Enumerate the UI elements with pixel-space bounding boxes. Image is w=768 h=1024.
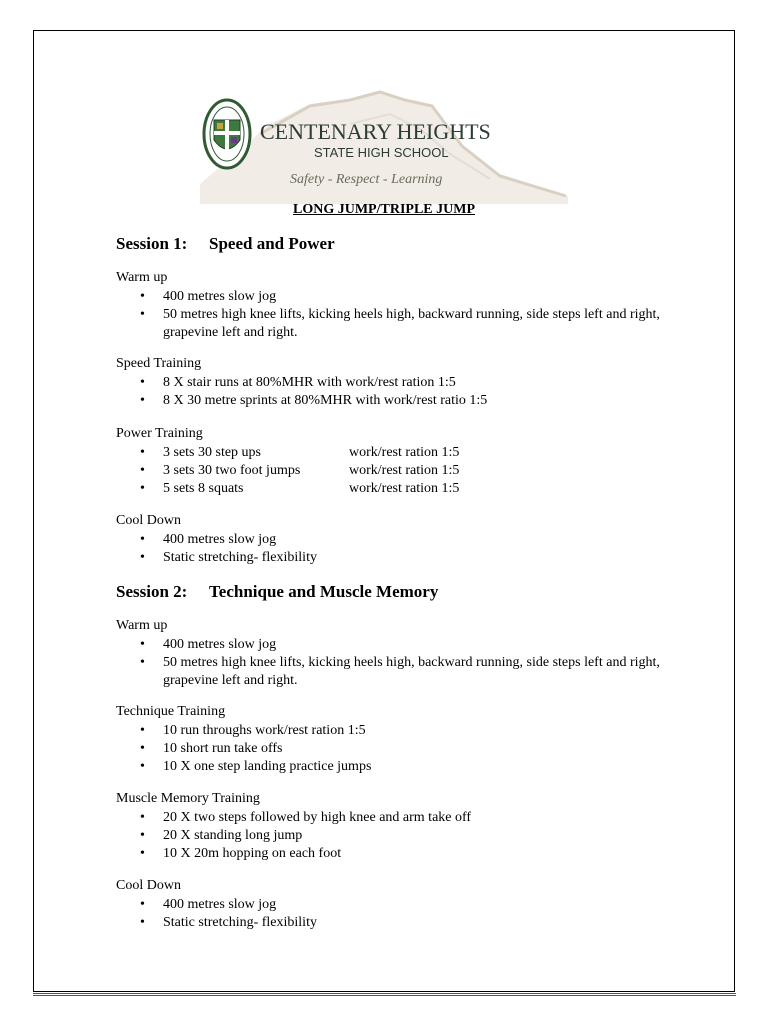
list-item — [116, 480, 536, 498]
list-item: • 400 metres slow jog — [116, 896, 317, 914]
block-label: Speed Training — [116, 356, 202, 371]
school-crest-icon — [204, 100, 250, 168]
block-label: Power Training — [116, 426, 203, 441]
session-number: Session 2: — [116, 582, 188, 601]
list-item: • 10 X one step landing practice jumps — [116, 758, 371, 776]
block-label: Warm up — [116, 270, 168, 285]
block-label: Cool Down — [116, 513, 181, 528]
warm-up-list — [116, 636, 713, 690]
ratio: work/rest ration 1:5 — [349, 481, 460, 496]
list-item: • 8 X 30 metre sprints at 80%MHR with work/rest ratio 1:5 — [116, 392, 487, 410]
list-item: • Static stretching- flexibility — [116, 914, 317, 932]
footer-rule — [33, 993, 736, 996]
block-label: Warm up — [116, 618, 168, 633]
list-item: • 8 X stair runs at 80%MHR with work/rest ration 1:5 — [116, 374, 487, 392]
document-title: LONG JUMP/TRIPLE JUMP — [293, 202, 475, 217]
ratio: work/rest ration 1:5 — [349, 463, 460, 478]
technique-training-list — [116, 722, 371, 776]
exercise: 3 sets 30 two foot jumps — [163, 463, 301, 478]
list-item: • 400 metres slow jog — [116, 636, 713, 654]
list-item — [116, 462, 536, 480]
list-item: • Static stretching- flexibility — [116, 549, 317, 567]
block-label: Cool Down — [116, 878, 181, 893]
session-title: Technique and Muscle Memory — [209, 582, 439, 601]
exercise: 5 sets 8 squats — [163, 481, 244, 496]
school-name-line2: STATE HIGH SCHOOL — [314, 145, 449, 160]
session-1-heading — [116, 234, 335, 254]
session-number: Session 1: — [116, 234, 188, 253]
list-item: • 50 metres high knee lifts, kicking heels high, backward running, side steps left and right, grapevine left and right. — [116, 306, 713, 342]
block-label: Technique Training — [116, 704, 226, 719]
speed-training-list — [116, 374, 487, 410]
school-logo — [200, 84, 568, 204]
session-2-heading — [116, 582, 438, 602]
session-title: Speed and Power — [209, 234, 335, 253]
list-item: • 10 run throughs work/rest ration 1:5 — [116, 722, 371, 740]
block-label: Muscle Memory Training — [116, 791, 260, 806]
cool-down-list — [116, 896, 317, 932]
cool-down-list — [116, 531, 317, 567]
ratio: work/rest ration 1:5 — [349, 445, 460, 460]
list-item: • 10 X 20m hopping on each foot — [116, 845, 471, 863]
list-item: • 50 metres high knee lifts, kicking heels high, backward running, side steps left and right, grapevine left and right. — [116, 654, 713, 690]
school-name-line1: CENTENARY HEIGHTS — [260, 119, 491, 144]
muscle-memory-list — [116, 809, 471, 863]
list-item: • 10 short run take offs — [116, 740, 371, 758]
list-item: • 400 metres slow jog — [116, 531, 317, 549]
list-item: • 400 metres slow jog — [116, 288, 713, 306]
school-motto: Safety - Respect - Learning — [290, 172, 443, 187]
list-item: • 20 X two steps followed by high knee and arm take off — [116, 809, 471, 827]
power-training-list — [116, 444, 536, 498]
warm-up-list — [116, 288, 713, 342]
list-item — [116, 444, 536, 462]
exercise: 3 sets 30 step ups — [163, 445, 261, 460]
list-item: • 20 X standing long jump — [116, 827, 471, 845]
